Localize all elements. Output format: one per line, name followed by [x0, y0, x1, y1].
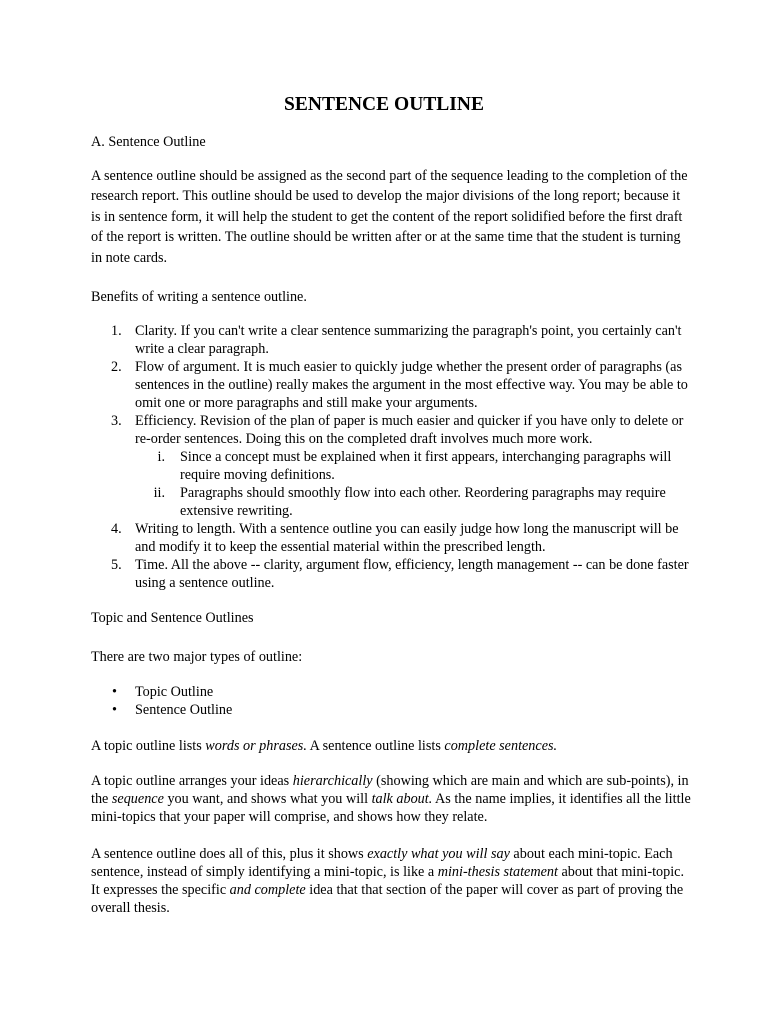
- topic-outline-paragraph: [91, 772, 691, 826]
- compare-paragraph: [91, 736, 691, 756]
- list-item-text: Flow of argument. It is much easier to quickly judge whether the present order of paragraphs (as sentences in the outline) really makes the argument in the most effective way. You may be able to omit one or more paragraphs and still make your arguments.: [135, 359, 688, 411]
- emphasis-text: exactly what you will say: [367, 846, 510, 862]
- text-run: idea that that section of the paper will cover as part of proving the overall thesis.: [91, 882, 684, 916]
- list-item-number: 5.: [111, 557, 122, 573]
- intro-paragraph: A sentence outline should be assigned as the second part of the sequence leading to the completion of the research report. This outline should be used to develop the major divisions of the long report; because it is in sentence form, it will help the student to get the content of the report solidified before the first draft of the report is written. The outline should be written after or at the same time that the student is turning in note cards.: [91, 168, 688, 266]
- list-item-text: Time. All the above -- clarity, argument flow, efficiency, length management -- can be done faster using a sentence outline.: [135, 557, 689, 591]
- emphasis-text: and complete: [229, 882, 306, 898]
- text-run: A topic outline lists: [91, 738, 206, 754]
- sub-list-item: [135, 448, 691, 484]
- sub-list-item: [135, 484, 691, 520]
- list-item-text: Writing to length. With a sentence outline you can easily judge how long the manuscript will be and modify it to keep the essential material within the prescribed length.: [135, 521, 679, 555]
- text-run: about that mini-topic. It expresses the specific: [91, 864, 685, 898]
- list-item: [91, 412, 691, 520]
- list-item: [91, 322, 691, 358]
- list-item-number: 2.: [111, 359, 122, 375]
- sub-list-item-number: i.: [157, 449, 165, 465]
- bullet-item: [91, 701, 691, 719]
- emphasis-text: sequence: [111, 791, 164, 807]
- sub-list-item-text: Since a concept must be explained when it first appears, interchanging paragraphs will require moving definitions.: [180, 449, 672, 483]
- list-item-text: Efficiency. Revision of the plan of paper is much easier and quicker if you have only to delete or re-order sentences. Doing this on the completed draft involves much more work.: [135, 413, 684, 447]
- text-run: A sentence outline lists: [306, 738, 445, 754]
- text-run: A sentence outline does all of this, plus it shows: [91, 846, 368, 862]
- list-item-text: Clarity. If you can't write a clear sentence summarizing the paragraph's point, you certainly can't write a clear paragraph.: [135, 323, 682, 357]
- emphasis-text: talk about.: [371, 791, 433, 807]
- bullet-icon: •: [112, 702, 117, 718]
- text-run: (showing which are main and which are sub-points), in the: [91, 773, 689, 807]
- bullet-item-text: Sentence Outline: [135, 702, 233, 718]
- sub-list-item-text: Paragraphs should smoothly flow into each other. Reordering paragraphs may require extensive rewriting.: [180, 485, 666, 519]
- text-run: A topic outline arranges your ideas: [91, 773, 293, 789]
- benefits-heading: Benefits of writing a sentence outline.: [91, 289, 307, 305]
- list-item-number: 4.: [111, 521, 122, 537]
- types-intro: There are two major types of outline:: [91, 649, 303, 665]
- emphasis-text: hierarchically: [292, 773, 373, 789]
- emphasis-text: complete sentences.: [444, 738, 558, 754]
- topic-heading: Topic and Sentence Outlines: [91, 610, 254, 626]
- page-title: SENTENCE OUTLINE: [284, 94, 484, 115]
- sentence-outline-paragraph: [91, 845, 691, 917]
- bullet-item: [91, 683, 691, 701]
- section-heading: A. Sentence Outline: [91, 134, 206, 150]
- list-item-number: 3.: [111, 413, 122, 429]
- types-list: [91, 683, 691, 719]
- benefits-list: [91, 322, 691, 592]
- emphasis-text: words or phrases.: [205, 738, 307, 754]
- bullet-icon: •: [112, 684, 117, 700]
- text-run: about each mini-topic. Each sentence, instead of simply identifying a mini-topic, is like a: [91, 846, 673, 880]
- list-item-number: 1.: [111, 323, 122, 339]
- list-item: [91, 358, 691, 412]
- sub-list-item-number: ii.: [153, 485, 165, 501]
- bullet-item-text: Topic Outline: [135, 684, 214, 700]
- text-run: you want, and shows what you will: [163, 791, 372, 807]
- list-item: [91, 520, 691, 556]
- text-run: As the name implies, it identifies all the little mini-topics that your paper will comprise, and shows how they relate.: [91, 791, 691, 825]
- list-item: [91, 556, 691, 592]
- emphasis-text: mini-thesis statement: [437, 864, 558, 880]
